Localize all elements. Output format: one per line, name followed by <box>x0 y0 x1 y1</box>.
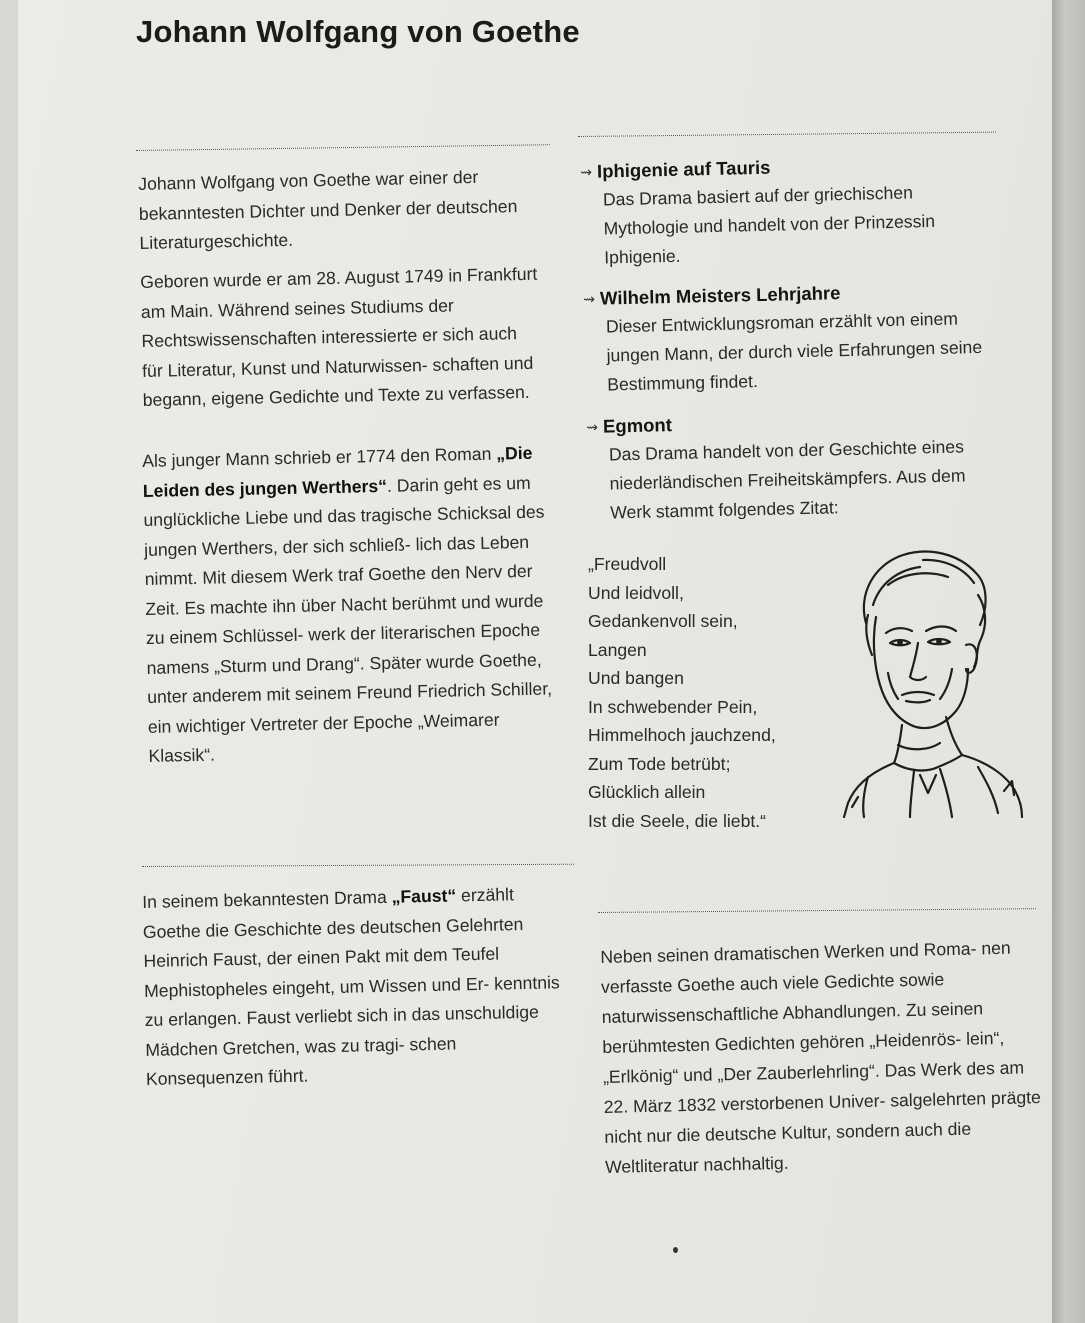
poem-line: Zum Tode betrübt; <box>588 753 731 774</box>
work-egmont <box>586 404 999 528</box>
werther-text-start: Als junger Mann schrieb er 1774 den Roman <box>142 443 497 471</box>
arrow-icon: ⇝ <box>586 418 599 435</box>
egmont-quote <box>588 550 776 835</box>
werther-text-end: . Darin geht es um unglückliche Liebe und das tragische Schicksal des jungen Werthers, der sich schließ- lich das Leben nimmt. Mit diesem Werk traf Goethe den Nerv der Zeit. Es machte ihn über Nacht berühmt und wurde zu einem Schlüssel- werk der literarischen Epoche namens „Sturm und Drang“. Später wurde Goethe, unter anderem mit seinem Freund Friedrich Schiller, ein wichtiger Vertreter der Epoche „Weimarer Klassik“. <box>143 472 553 766</box>
poem-line: „Freudvoll <box>588 554 667 574</box>
faust-text-end: erzählt Goethe die Geschichte des deutschen Gelehrten Heinrich Faust, der einen Pakt mit dem Teufel Mephistopheles eingeht, um Wissen und Er- kenntnis zu erlangen. Faust verliebt sich in das unschuldige Mädchen Gretchen, was zu tragi- schen Konsequenzen führt. <box>142 884 560 1089</box>
faust-text-start: In seinem bekanntesten Drama <box>142 886 392 912</box>
poem-line: Gedankenvoll sein, <box>588 611 738 631</box>
work-description: Das Drama basiert auf der griechischen Mythologie und handelt von der Prinzessin Iphigenie. <box>602 182 936 268</box>
poem-line: Glücklich allein <box>588 782 706 802</box>
birth-paragraph: Geboren wurde er am 28. August 1749 in Frankfurt am Main. Während seines Studiums der Rechtswissenschaften interessierte er sich auch für Literatur, Kunst und Naturwissen- schaften und begann, eigene Gedichte und Texte zu verfassen. <box>140 263 538 410</box>
arrow-icon: ⇝ <box>580 163 593 180</box>
work-title: Egmont <box>602 414 673 437</box>
werther-title: „Die Leiden des jungen Werthers“ <box>142 442 533 501</box>
ink-dot <box>673 1247 678 1253</box>
poem-line: Himmelhoch jauchzend, <box>588 725 776 745</box>
poem-line: Und leidvoll, <box>588 582 684 603</box>
work-title: Iphigenie auf Tauris <box>596 156 771 182</box>
work-description: Das Drama handelt von der Geschichte eines niederländischen Freiheitskämpfers. Aus dem Werk stammt folgendes Zitat: <box>608 436 966 523</box>
poem-line: In schwebender Pein, <box>588 696 758 717</box>
arrow-icon: ⇝ <box>583 290 596 307</box>
intro-paragraph: Johann Wolfgang von Goethe war einer der bekanntesten Dichter und Denker der deutschen Literaturgeschichte. <box>138 166 518 253</box>
werther-paragraph <box>142 438 557 771</box>
poem-line: Langen <box>588 639 647 660</box>
work-description: Dieser Entwicklungsroman erzählt von einem jungen Mann, der durch viele Erfahrungen seine Bestimmung findet. <box>605 308 983 395</box>
work-iphigenie <box>580 149 983 273</box>
goethe-portrait-illustration <box>828 545 1028 820</box>
faust-paragraph <box>142 879 562 1094</box>
work-wilhelm-meister <box>583 276 988 400</box>
poem-line: Ist die Seele, die liebt.“ <box>588 810 766 831</box>
faust-title: „Faust“ <box>391 885 457 907</box>
work-title: Wilhelm Meisters Lehrjahre <box>599 282 841 309</box>
poem-line: Und bangen <box>588 668 684 688</box>
page-title: Johann Wolfgang von Goethe <box>136 14 580 49</box>
closing-paragraph: Neben seinen dramatischen Werken und Roma- nen verfasste Goethe auch viele Gedichte sowie naturwissenschaftliche Abhandlungen. Zu seinen berühmtesten Gedichten gehören „Heidenrös- lein“, „Erlkönig“ und „Der Zauberlehrling“. Das Werk des am 22. März 1832 verstorbenen Univer- salgelehrten prägte nicht nur die deutsche Kultur, sondern auch die Weltliteratur nachhaltig. <box>600 937 1042 1177</box>
page-edge <box>1052 0 1085 1323</box>
